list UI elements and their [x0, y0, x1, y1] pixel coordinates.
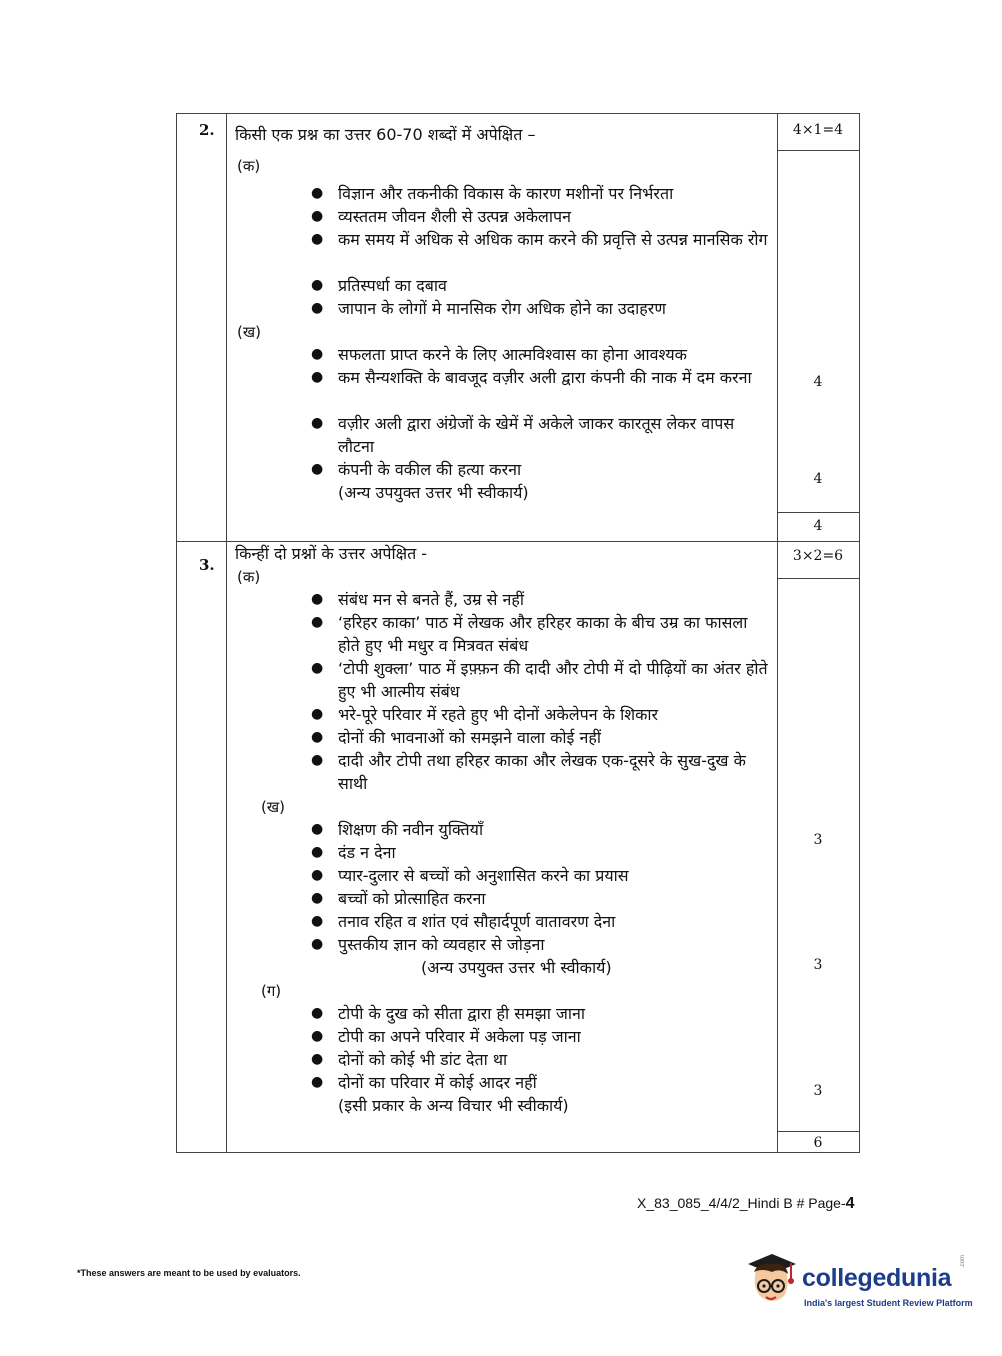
part-label: (क) — [237, 157, 261, 175]
bullet-icon: ● — [311, 1051, 324, 1067]
bullet-icon: ● — [311, 208, 324, 224]
bullet-icon: ● — [311, 185, 324, 201]
bullet-icon: ● — [311, 461, 324, 477]
list-item: ● पुस्तकीय ज्ञान को व्यवहार से जोड़ना — [311, 935, 545, 954]
marks-value: 4 — [813, 374, 823, 390]
list-item: ● व्यस्ततम जीवन शैली से उत्पन्न अकेलापन — [311, 207, 571, 226]
list-item: ● तनाव रहित व शांत एवं सौहार्दपूर्ण वातावरण देना — [311, 912, 616, 931]
list-item: ● दोनों को कोई भी डांट देता था — [311, 1050, 508, 1069]
part-label: (ख) — [261, 798, 285, 816]
list-item: ● वज़ीर अली द्वारा अंग्रेजों के खेमें में अकेले जाकर कारतूस लेकर वापस लौटना — [311, 414, 735, 456]
bullet-icon: ● — [311, 844, 324, 860]
question-heading: किन्हीं दो प्रश्नों के उत्तर अपेक्षित - — [235, 544, 428, 563]
acceptance-note: (इसी प्रकार के अन्य विचार भी स्वीकार्य) — [338, 1096, 569, 1115]
total-marks: 4×1=4 — [792, 122, 844, 138]
marking-scheme-table — [176, 113, 860, 1153]
bullet-icon: ● — [311, 614, 324, 630]
bullet-icon: ● — [311, 277, 324, 293]
marks-value: 4 — [813, 518, 823, 534]
evaluator-note: *These answers are meant to be used by evaluators. — [77, 1268, 301, 1278]
bullet-icon: ● — [311, 415, 324, 431]
list-item: ● कंपनी के वकील की हत्या करना — [311, 460, 522, 479]
bullet-icon: ● — [311, 890, 324, 906]
list-item: ● ‘हरिहर काका’ पाठ में लेखक और हरिहर काका के बीच उम्र का फासला होते हुए भी मधुर व मित्रवत संबंध — [311, 613, 748, 655]
marks-value: 4 — [813, 471, 823, 487]
marks-value: 3 — [813, 1083, 823, 1099]
marks-divider — [777, 578, 859, 579]
marks-value: 3 — [813, 832, 823, 848]
bullet-icon: ● — [311, 821, 324, 837]
list-item: ● दादी और टोपी तथा हरिहर काका और लेखक एक-दूसरे के सुख-दुख के साथी — [311, 751, 746, 793]
part-label: (ख) — [237, 323, 261, 341]
acceptance-note: (अन्य उपयुक्त उत्तर भी स्वीकार्य) — [338, 483, 529, 502]
bullet-icon: ● — [311, 936, 324, 952]
list-item: ● संबंध मन से बनते हैं, उम्र से नहीं — [311, 590, 525, 609]
list-item: ● दोनों का परिवार में कोई आदर नहीं — [311, 1073, 537, 1092]
bullet-icon: ● — [311, 752, 324, 768]
list-item: ● कम समय में अधिक से अधिक काम करने की प्रवृत्ति से उत्पन्न मानसिक रोग — [311, 230, 768, 249]
bullet-icon: ● — [311, 300, 324, 316]
list-item: ● दोनों की भावनाओं को समझने वाला कोई नहीं — [311, 728, 601, 747]
list-item: ● टोपी के दुख को सीता द्वारा ही समझा जाना — [311, 1004, 585, 1023]
marks-value: 3 — [813, 957, 823, 973]
bullet-icon: ● — [311, 369, 324, 385]
list-item: ● विज्ञान और तकनीकी विकास के कारण मशीनों पर निर्भरता — [311, 184, 674, 203]
bullet-icon: ● — [311, 729, 324, 745]
list-item: ● ‘टोपी शुक्ला’ पाठ में इफ़्फ़न की दादी और टोपी में दो पीढ़ियों का अंतर होते हुए भी आत्मीय संबंध — [311, 659, 768, 701]
list-item: ● प्यार-दुलार से बच्चों को अनुशासित करने का प्रयास — [311, 866, 629, 885]
marks-divider — [777, 1131, 859, 1132]
student-mascot-icon — [742, 1250, 800, 1310]
question-number: 2. — [199, 121, 215, 139]
page-footer-code: X_83_085_4/4/2_Hindi B # Page-4 — [637, 1195, 855, 1212]
acceptance-note: (अन्य उपयुक्त उत्तर भी स्वीकार्य) — [421, 958, 612, 977]
bullet-icon: ● — [311, 231, 324, 247]
bullet-icon: ● — [311, 1074, 324, 1090]
bullet-icon: ● — [311, 913, 324, 929]
question-number: 3. — [199, 556, 215, 574]
bullet-icon: ● — [311, 1028, 324, 1044]
marks-divider — [777, 150, 859, 151]
list-item: ● शिक्षण की नवीन युक्तियाँ — [311, 820, 484, 839]
logo-tagline: India's largest Student Review Platform — [804, 1298, 973, 1308]
collegedunia-logo — [742, 1250, 973, 1312]
page-number: 4 — [845, 1195, 855, 1212]
list-item: ● कम सैन्यशक्ति के बावजूद वज़ीर अली द्वारा कंपनी की नाक में दम करना — [311, 368, 752, 387]
marks-value: 6 — [813, 1135, 823, 1151]
column-divider-number — [226, 114, 227, 1152]
logo-dotcom: .com — [960, 1254, 966, 1268]
question-heading: किसी एक प्रश्न का उत्तर 60-70 शब्दों में अपेक्षित – — [235, 125, 536, 144]
part-label: (ग) — [261, 982, 282, 1000]
column-divider-marks — [777, 114, 778, 1152]
marks-divider — [777, 512, 859, 513]
total-marks: 3×2=6 — [792, 548, 844, 564]
list-item: ● टोपी का अपने परिवार में अकेला पड़ जाना — [311, 1027, 581, 1046]
list-item: ● प्रतिस्पर्धा का दबाव — [311, 276, 447, 295]
list-item: ● दंड न देना — [311, 843, 396, 862]
list-item: ● बच्चों को प्रोत्साहित करना — [311, 889, 486, 908]
bullet-icon: ● — [311, 591, 324, 607]
part-label: (क) — [237, 568, 261, 586]
bullet-icon: ● — [311, 346, 324, 362]
bullet-icon: ● — [311, 1005, 324, 1021]
bullet-icon: ● — [311, 867, 324, 883]
bullet-icon: ● — [311, 706, 324, 722]
list-item: ● भरे-पूरे परिवार में रहते हुए भी दोनों अकेलेपन के शिकार — [311, 705, 659, 724]
list-item: ● जापान के लोगों मे मानसिक रोग अधिक होने का उदाहरण — [311, 299, 666, 318]
bullet-icon: ● — [311, 660, 324, 676]
list-item: ● सफलता प्राप्त करने के लिए आत्मविश्वास का होना आवश्यक — [311, 345, 687, 364]
logo-wordmark: collegedunia — [802, 1264, 952, 1292]
